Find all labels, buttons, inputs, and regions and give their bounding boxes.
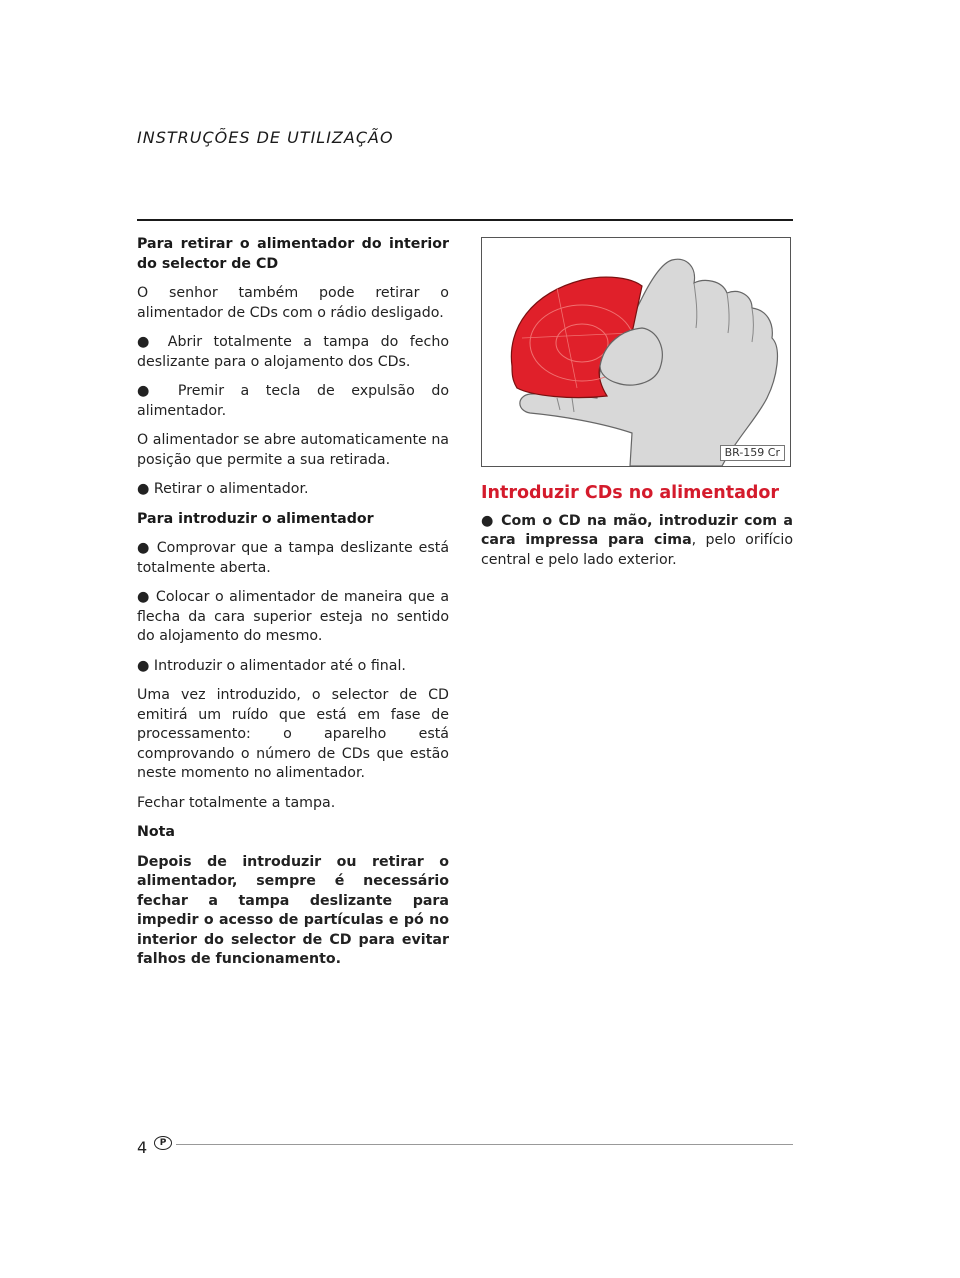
right-column [481, 484, 793, 580]
figure-code-label: BR-159 Cr [720, 445, 785, 461]
bullet-item: ● Colocar o alimentador de maneira que a flecha da cara superior esteja no sentido do alojamento do mesmo. [137, 588, 449, 647]
footer-divider [176, 1144, 793, 1145]
header-divider [137, 219, 793, 221]
bullet-item: ● Comprovar que a tampa deslizante está totalmente aberta. [137, 539, 449, 578]
page-number: 4 [137, 1138, 148, 1157]
language-badge: P [154, 1136, 172, 1150]
instruction-rest: , pelo orifício central e pelo lado exterior. [481, 532, 793, 568]
bullet-item: ● Introduzir o alimentador até o final. [137, 657, 449, 677]
bullet-item: ● Retirar o alimentador. [137, 480, 449, 500]
paragraph: O senhor também pode retirar o alimentador de CDs com o rádio desligado. [137, 285, 449, 321]
bullet-item: ● Premir a tecla de expulsão do alimentador. [137, 382, 449, 421]
paragraph: Uma vez introduzido, o selector de CD emitirá um ruído que está em fase de processamento: o aparelho está comprovando o número de CDs que estão neste momento no alimentador. [137, 687, 449, 781]
note-title: Nota [137, 824, 175, 840]
paragraph: O alimentador se abre automaticamente na posição que permite a sua retirada. [137, 432, 449, 468]
paragraph: Fechar totalmente a tampa. [137, 794, 336, 811]
page-header-title: INSTRUÇÕES DE UTILIZAÇÃO [137, 128, 394, 147]
section-heading-insert-cds: Introduzir CDs no alimentador [481, 483, 780, 503]
instruction-bold: ● Com o CD na mão, introduzir com a cara impressa para cima [481, 513, 793, 549]
note-text: Depois de introduzir ou retirar o alimentador, sempre é necessário fechar a tampa deslizante para impedir o acesso de partículas e pó no interior do selector de CD para evitar falhos de funcionamento. [137, 853, 449, 967]
instruction [481, 512, 793, 571]
hand-holding-cd-drawing [482, 238, 790, 466]
section-heading-insert: Para introduzir o alimentador [137, 510, 374, 527]
cd-illustration [481, 237, 791, 467]
bullet-item: ● Abrir totalmente a tampa do fecho deslizante para o alojamento dos CDs. [137, 333, 449, 372]
left-column [137, 235, 449, 980]
section-heading-remove: Para retirar o alimentador do interior do selector de CD [137, 236, 449, 272]
